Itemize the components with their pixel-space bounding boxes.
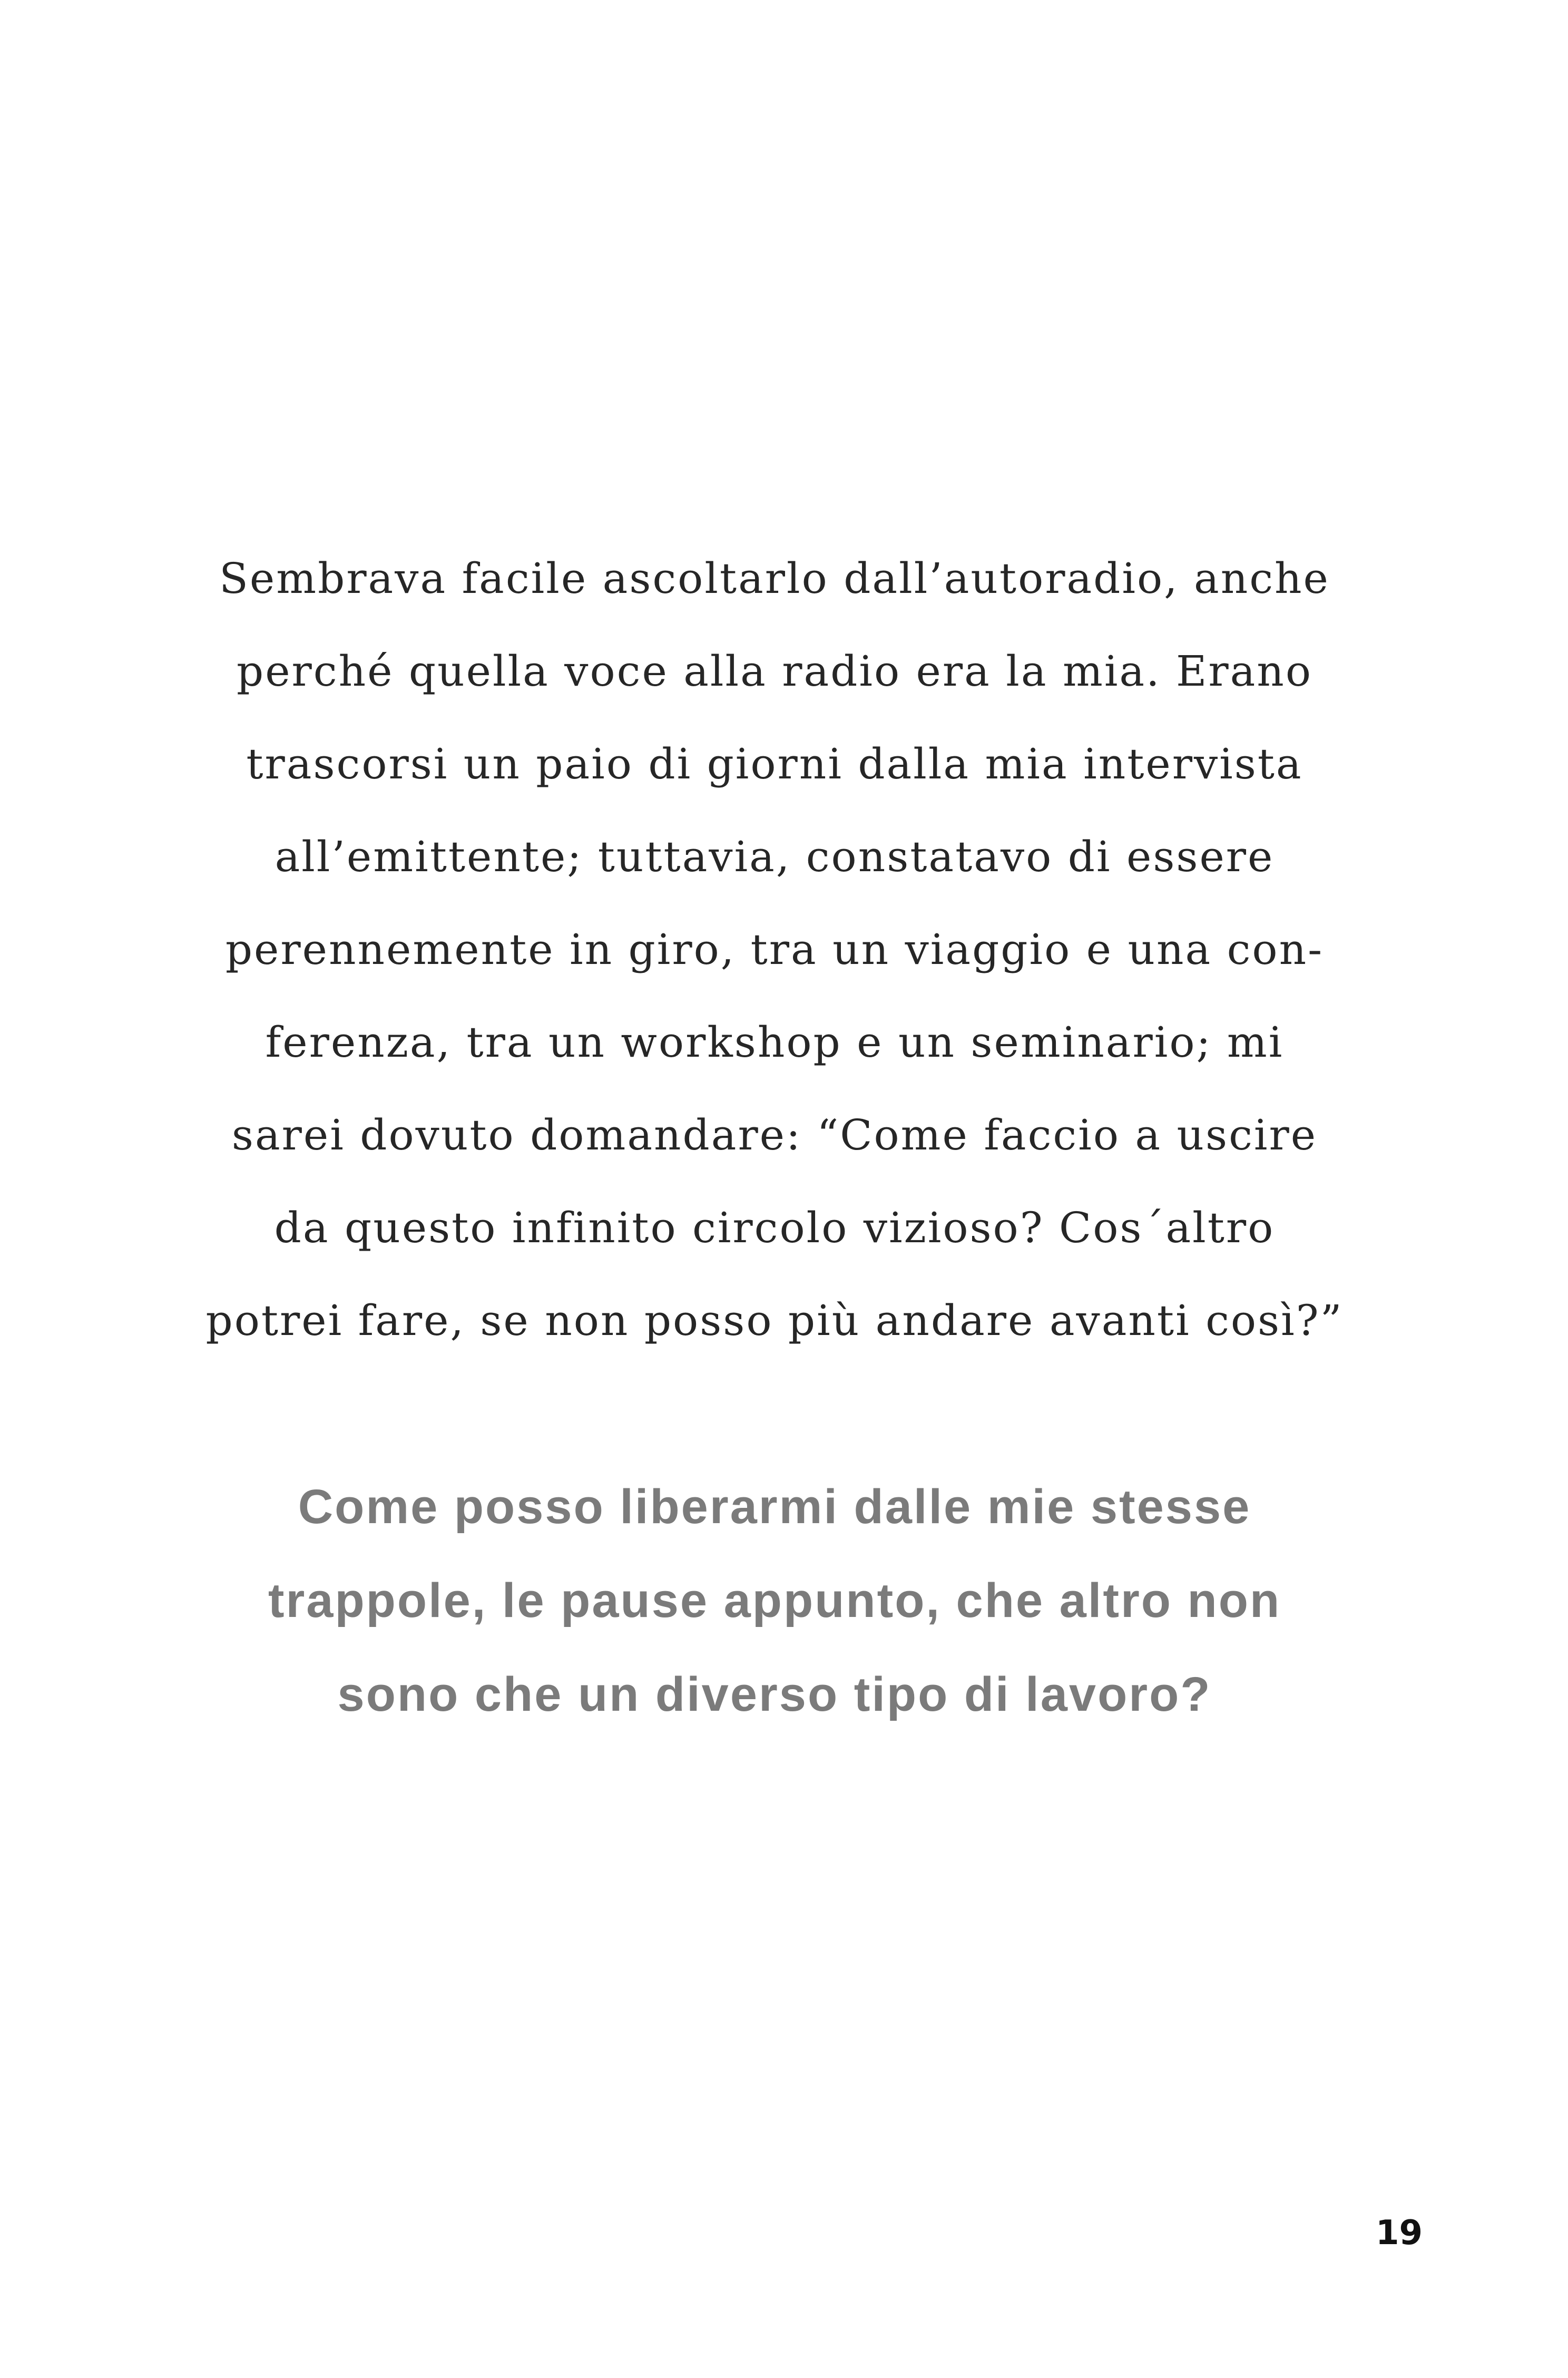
body-line: da questo infinito circolo vizioso? Cos´altro bbox=[274, 1203, 1275, 1252]
pull-quote-line: Come posso liberarmi dalle mie stesse bbox=[298, 1480, 1251, 1534]
body-line: Sembrava facile ascoltarlo dall’autoradio, anche bbox=[219, 554, 1330, 603]
body-line: potrei fare, se non posso più andare avanti così?” bbox=[205, 1296, 1344, 1345]
body-paragraph bbox=[200, 532, 1349, 1367]
pull-quote-line: trappole, le pause appunto, che altro non bbox=[268, 1574, 1281, 1627]
body-line: sarei dovuto domandare: “Come faccio a uscire bbox=[231, 1110, 1318, 1159]
body-line: perché quella voce alla radio era la mia. Erano bbox=[237, 647, 1312, 696]
pull-quote-line: sono che un diverso tipo di lavoro? bbox=[337, 1668, 1212, 1721]
page-number: 19 bbox=[1375, 2214, 1423, 2253]
body-line: ferenza, tra un workshop e un seminario; mi bbox=[265, 1018, 1284, 1067]
body-line: trascorsi un paio di giorni dalla mia intervista bbox=[246, 739, 1303, 788]
pull-quote bbox=[200, 1460, 1349, 1741]
body-line: all’emittente; tuttavia, constatavo di essere bbox=[275, 832, 1275, 881]
body-line: perennemente in giro, tra un viaggio e una con- bbox=[225, 925, 1324, 974]
